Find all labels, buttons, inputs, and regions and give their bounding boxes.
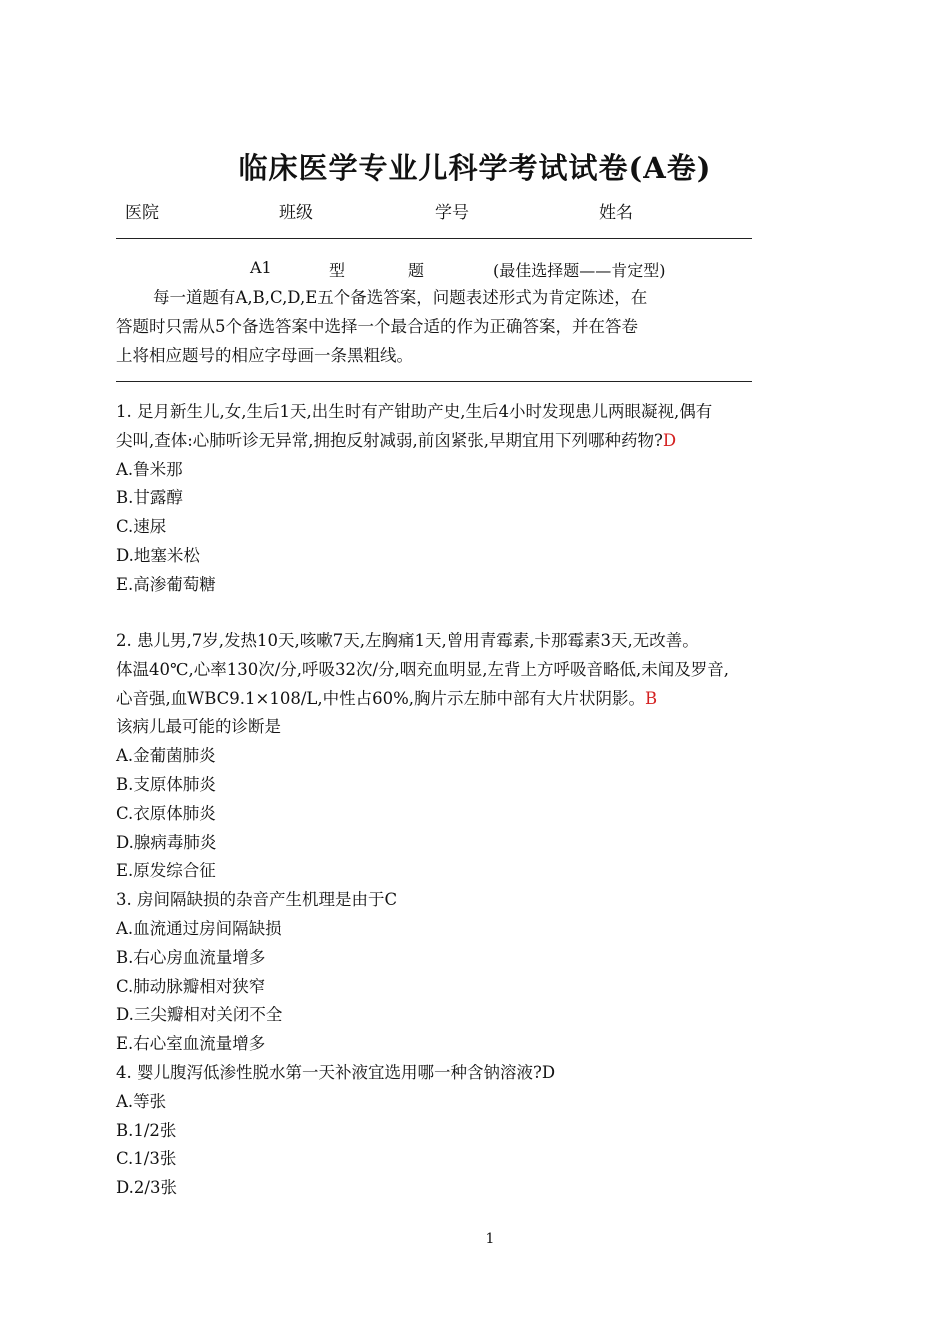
option-b: B.甘露醇	[116, 488, 183, 508]
instruction-line: 每一道题有A,B,C,D,E五个备选答案，问题表述形式为肯定陈述，在	[153, 288, 648, 307]
option-e: E.原发综合征	[116, 861, 216, 881]
class-label: 班级	[279, 203, 313, 223]
instruction-line: 答题时只需从5个备选答案中选择一个最合适的作为正确答案，并在答卷	[116, 317, 638, 336]
option-c: C.速尿	[116, 517, 167, 537]
question-stem: 体温40℃,心率130次/分,呼吸32次/分,咽充血明显,左背上方呼吸音略低,未闻及罗音,	[116, 659, 730, 679]
page-number: 1	[485, 1231, 495, 1247]
section-code: A1	[250, 258, 272, 277]
option-c: C.衣原体肺炎	[116, 803, 216, 823]
section-type-char1: 型	[329, 261, 346, 280]
option-e: E.右心室血流量增多	[116, 1034, 266, 1054]
section-instructions	[116, 283, 756, 370]
option-c: C.1/3张	[116, 1149, 177, 1169]
student-info-row	[0, 198, 950, 224]
name-label: 姓名	[599, 203, 633, 223]
question-stem: 心音强,血WBC9.1×108/L,中性占60%,胸片示左肺中部有大片状阴影。B	[116, 688, 658, 708]
option-a: A.金葡菌肺炎	[116, 746, 216, 766]
answer-key: D	[662, 430, 677, 450]
exam-title: 临床医学专业儿科学考试试卷(A卷)	[238, 151, 712, 185]
option-c: C.肺动脉瓣相对狭窄	[116, 976, 266, 996]
divider-top	[116, 238, 752, 239]
question-stem: 4. 婴儿腹泻低渗性脱水第一天补液宜选用哪一种含钠溶液?D	[116, 1062, 556, 1082]
question-stem: 尖叫,查体:心肺听诊无异常,拥抱反射减弱,前囟紧张,早期宜用下列哪种药物?D	[116, 430, 677, 450]
answer-key: B	[645, 688, 658, 708]
instruction-line: 上将相应题号的相应字母画一条黑粗线。	[116, 346, 413, 365]
question-1	[116, 398, 712, 600]
option-d: D.2/3张	[116, 1178, 177, 1198]
section-description: (最佳选择题——肯定型)	[493, 261, 666, 280]
option-b: B.右心房血流量增多	[116, 947, 266, 967]
question-stem: 该病儿最可能的诊断是	[116, 717, 281, 737]
option-a: A.鲁米那	[116, 459, 183, 479]
question-stem: 3. 房间隔缺损的杂音产生机理是由于C	[116, 890, 398, 910]
question-2	[116, 627, 729, 1203]
option-a: A.等张	[116, 1091, 167, 1111]
option-d: D.腺病毒肺炎	[116, 832, 217, 852]
option-b: B.支原体肺炎	[116, 774, 216, 794]
option-a: A.血流通过房间隔缺损	[116, 918, 282, 938]
question-stem: 1. 足月新生儿,女,生后1天,出生时有产钳助产史,生后4小时发现患儿两眼凝视,偶有	[116, 402, 713, 421]
option-e: E.高渗葡萄糖	[116, 574, 216, 594]
hospital-label: 医院	[125, 203, 159, 223]
student-id-label: 学号	[435, 203, 469, 223]
question-stem: 2. 患儿男,7岁,发热10天,咳嗽7天,左胸痛1天,曾用青霉素,卡那霉素3天,无改善。	[116, 631, 699, 650]
section-type-char2: 题	[408, 261, 425, 280]
option-b: B.1/2张	[116, 1120, 177, 1140]
divider-bottom	[116, 381, 752, 382]
option-d: D.地塞米松	[116, 545, 200, 565]
option-d: D.三尖瓣相对关闭不全	[116, 1005, 283, 1025]
